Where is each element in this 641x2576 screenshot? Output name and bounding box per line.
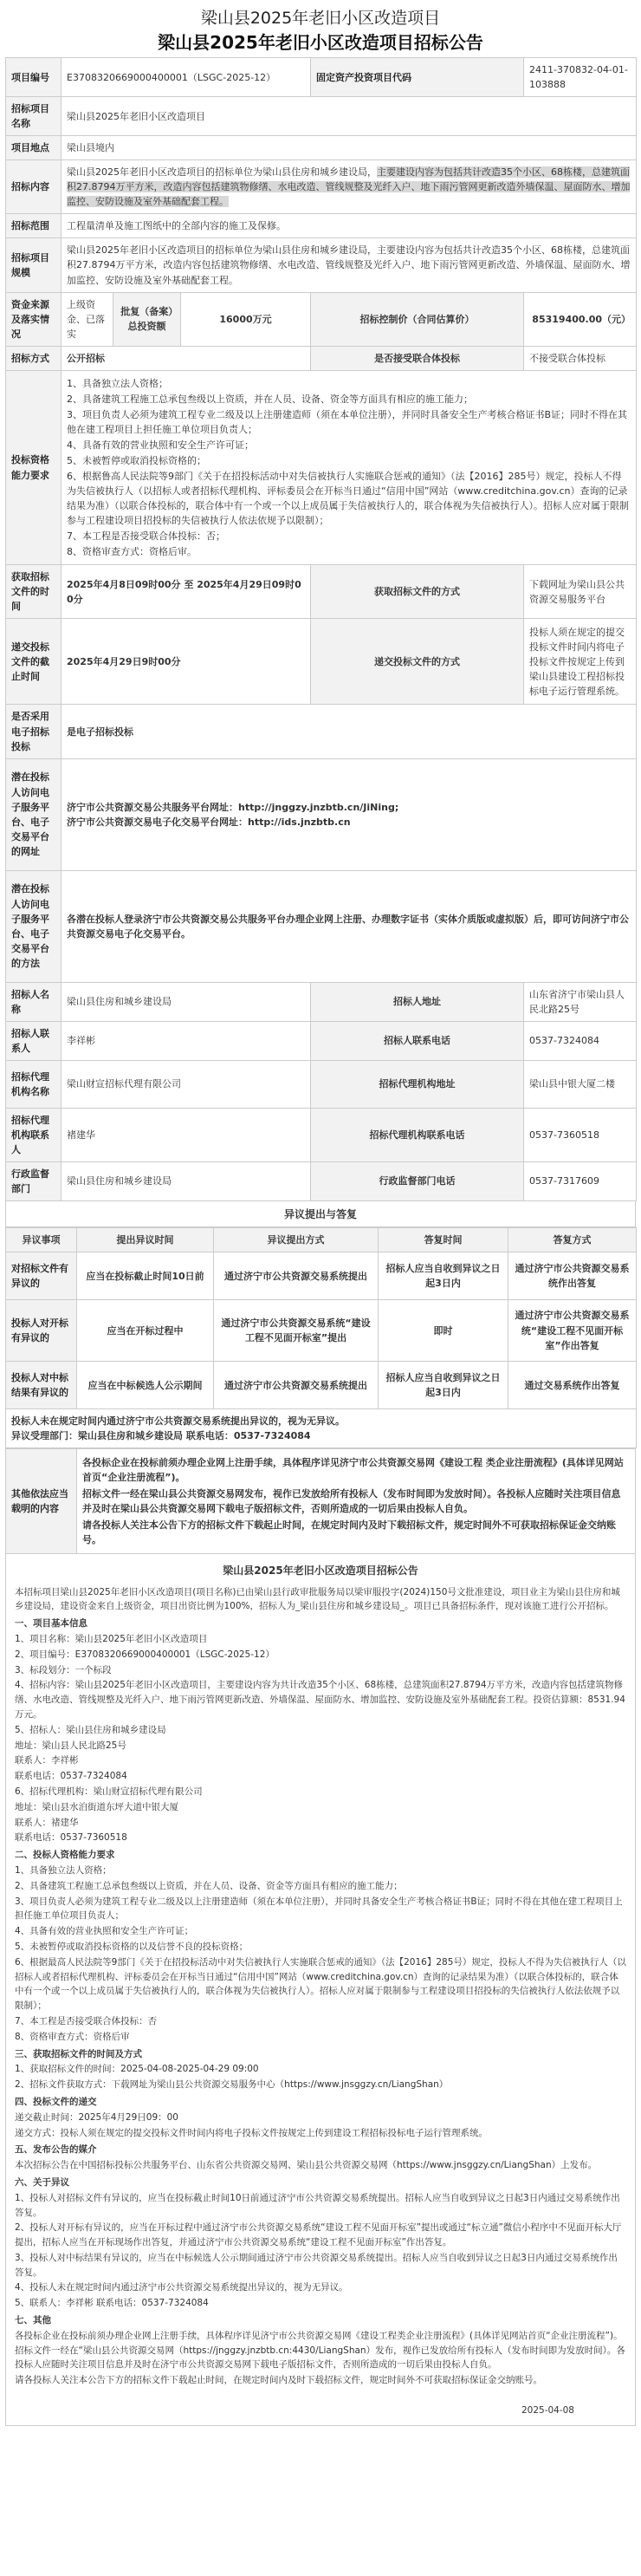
supervisor-phone-label: 行政监督部门电话 bbox=[311, 1161, 524, 1200]
content-highlight: 主要建设内容为包括共计改造35个小区、68栋楼，总建筑面积27.8794万平方米，改造内容包括建筑物修缮、水电改造、管线规整及光纤入户、地下雨污管网更新改造外墙保温、屋面防水、增加监控、安防设施及室外基础配套工程。 bbox=[67, 166, 631, 208]
agency-label: 招标代理机构名称 bbox=[6, 1060, 62, 1108]
location: 梁山县境内 bbox=[62, 136, 637, 160]
notice-line: 8、资格审查方式：资格后审 bbox=[15, 2031, 130, 2042]
objection-row bbox=[6, 1252, 637, 1300]
notice-line: 1、投标人对招标文件有异议的，应当在投标截止时间10日前通过济宁市公共资源交易系统提出。招标人应当自收到异议之日起3日内通过交易系统作出答复。 bbox=[15, 2192, 620, 2218]
agency-phone-label: 招标代理机构联系电话 bbox=[311, 1108, 524, 1161]
row-tenderer bbox=[6, 982, 637, 1021]
agency-contact: 褚建华 bbox=[62, 1108, 311, 1161]
scope: 工程量清单及施工图纸中的全部内容的施工及保修。 bbox=[62, 214, 637, 238]
notice-line: 2、投标人对开标有异议的，应当在开标过程中通过济宁市公共资源交易系统“建设工程不见面开标室”提出或通过“标立通”微信小程序中不见面开标大厅提出，招标人应当在开标现场作出答复，并通过济宁市公共资源交易系统“建设工程不见面开标室”作出答复。 bbox=[15, 2222, 622, 2248]
location-label: 项目地点 bbox=[6, 136, 62, 160]
qualification-item: 1、具备独立法人资格； bbox=[67, 377, 168, 389]
notice-line: 联系人：李祥彬 bbox=[15, 1755, 79, 1766]
notice-line: 1、具备独立法人资格； bbox=[15, 1864, 112, 1876]
objection-reply: 招标人应当自收到异议之日起3日内 bbox=[379, 1252, 508, 1300]
notice-line: 3、标段划分：一个标段 bbox=[15, 1664, 112, 1675]
other-p1: 各投标企业在投标前须办理企业网上注册手续，具体程序详见济宁市公共资源交易网《建设工程 类企业注册流程》(具体详见网站首页“企业注册流程”)。 bbox=[82, 1457, 624, 1484]
project-no-label: 项目编号 bbox=[6, 58, 62, 97]
getdoc-time: 2025年4月8日09时00分 至 2025年4月29日09时00分 bbox=[62, 565, 311, 619]
approval-amount: 16000万元 bbox=[181, 292, 311, 346]
row-platform bbox=[6, 758, 637, 870]
notice-line: 2、招标文件获取方式：下载网址为梁山县公共资源交易服务中心（https://www.jnsggzy.cn/LiangShan） bbox=[15, 2079, 449, 2091]
control-price: 85319400.00（元） bbox=[524, 292, 637, 346]
notice-section-heading: 二、投标人资格能力要求 bbox=[15, 1850, 115, 1861]
qualification-item: 6、根据鲁高人民法院等9部门《关于在招投标活动中对失信被执行人实施联合惩戒的通知》（法【2016】285号）规定，投标人不得为失信被执行人（以招标人或者招标代理机构、评标委员会在开标当日通过“信用中国”网站（www.creditchina.gov.cn）查询的记录结果为准）（以联合体投标的，联合体中有一个或一个以上成员属于失信被执行人的，联合体视为失信被执行人）。招标人应对属于限制参与工程建设项目招投标的失信被执行人依法依规予以限制）； bbox=[67, 471, 629, 527]
qualification-item: 5、未被暂停或取消投标资格的； bbox=[67, 454, 206, 466]
row-fund bbox=[6, 292, 637, 346]
objection-header-row bbox=[6, 1228, 637, 1252]
objection-header: 异议事项 bbox=[6, 1228, 77, 1252]
row-method bbox=[6, 346, 637, 370]
row-access-method bbox=[6, 870, 637, 982]
objection-item: 投标人对开标有异议的 bbox=[6, 1300, 77, 1362]
scale: 梁山县2025年老旧小区改造项目的招标单位为梁山县住房和城乡建设局，主要建设内容为包括共计改造35个小区、68栋楼，总建筑面积27.8794万平方米，改造内容包括建筑物修缮、水电改造、管线规整及光纤入户、地下雨污管网更新改造、外墙保温、屋面防水、增加监控、安防设施及室外基础配套工程。 bbox=[62, 238, 637, 292]
notice-line: 递交方式：投标人须在规定的提交投标文件时间内将电子投标文件按规定上传到建设工程招标投标电子运行管理系统。 bbox=[15, 2127, 488, 2138]
objection-time: 应当在开标过程中 bbox=[77, 1300, 214, 1362]
fixed-asset-code: 2411-370832-04-01-103888 bbox=[524, 58, 637, 97]
objection-header: 答复方式 bbox=[508, 1228, 637, 1252]
notice-date: 2025-04-08 bbox=[521, 2405, 574, 2417]
notice-section-1 bbox=[15, 1632, 626, 1845]
row-supervisor bbox=[6, 1161, 637, 1200]
other-p3: 请各投标人关注本公告下方的招标文件下载起止时间，在规定时间内及时下载招标文件，规定时间外不可获取招标保证金交纳账号。 bbox=[82, 1519, 616, 1546]
objection-way: 通过济宁市公共资源交易系统“建设工程不见面开标室”提出 bbox=[214, 1300, 379, 1362]
objection-note-row bbox=[6, 1409, 637, 1448]
agency: 梁山财宣招标代理有限公司 bbox=[62, 1060, 311, 1108]
qualification-item: 8、资格审查方式：资格后审。 bbox=[67, 546, 197, 558]
notice-line: 6、根据最高人民法院等9部门《关于在招投标活动中对失信被执行人实施联合惩戒的通知》（法【2016】285号）规定，投标人不得为失信被执行人（以招标人或者招标代理机构、评标委员会在开标当日通过“信用中国”网站（www.creditchina.gov.cn）查询的记录结果为准）（以联合体投标的，联合体中有一个或一个以上成员属于失信被执行人的，联合体视为失信被执行人）。招标人应对属于限制参与工程建设项目招投标的失信被执行人依法依规予以限制）； bbox=[15, 1956, 626, 2012]
notice-line: 1、项目名称：梁山县2025年老旧小区改造项目 bbox=[15, 1634, 208, 1645]
notice-section-heading: 五、发布公告的媒介 bbox=[15, 2144, 97, 2156]
other-table bbox=[5, 1448, 636, 1554]
platform-label: 潜在投标人访问电子服务平台、电子交易平台的网址 bbox=[6, 758, 62, 870]
tenderer: 梁山县住房和城乡建设局 bbox=[62, 982, 311, 1021]
notice-line: 7、本工程是否接受联合体投标：否 bbox=[15, 2015, 158, 2026]
objection-item: 对招标文件有异议的 bbox=[6, 1252, 77, 1300]
objection-time: 应当在中标候选人公示期间 bbox=[77, 1362, 214, 1409]
access-method-label: 潜在投标人访问电子服务平台、电子交易平台的方法 bbox=[6, 870, 62, 982]
objection-reply-way: 通过交易系统作出答复 bbox=[508, 1362, 637, 1409]
scale-label: 招标项目规模 bbox=[6, 238, 62, 292]
row-agency-contact bbox=[6, 1108, 637, 1161]
access-method: 各潜在投标人登录济宁市公共资源交易公共服务平台办理企业网上注册、办理数字证书（实体介质版或虚拟版）后，即可访问济宁市公共资源交易电子化交易平台。 bbox=[62, 870, 637, 982]
project-no: E3708320669000400001（LSGC-2025-12） bbox=[62, 58, 311, 97]
getdoc-method: 下载网址为梁山县公共资源交易服务平台 bbox=[524, 565, 637, 619]
platform-url-public[interactable]: 济宁市公共资源交易公共服务平台网址：http://jnggzy.jnzbtb.cn/JiNing; bbox=[67, 801, 399, 813]
platform-urls bbox=[62, 758, 637, 870]
objection-item: 投标人对中标结果有异议的 bbox=[6, 1362, 77, 1409]
page-subtitle: 梁山县2025年老旧小区改造项目 bbox=[200, 9, 441, 28]
row-project-no bbox=[6, 58, 637, 97]
submit-method-label: 递交投标文件的方式 bbox=[311, 619, 524, 705]
notice-section-5 bbox=[15, 2158, 626, 2173]
notice-line: 联系人：褚建华 bbox=[15, 1817, 79, 1828]
getdoc-label: 获取招标文件的时间 bbox=[6, 565, 62, 619]
agency-addr-label: 招标代理机构地址 bbox=[311, 1060, 524, 1108]
page-title: 梁山县2025年老旧小区改造项目招标公告 bbox=[158, 32, 483, 53]
project-name-label: 招标项目名称 bbox=[6, 97, 62, 136]
objection-note: 投标人未在规定时间内通过济宁市公共资源交易系统提出异议的，视为无异议。 bbox=[11, 1415, 345, 1428]
row-scale bbox=[6, 238, 637, 292]
objection-reply: 即时 bbox=[379, 1300, 508, 1362]
notice-line: 各投标企业在投标前须办理企业网上注册手续，具体程序详见济宁市公共资源交易网《建设工程类企业注册流程》(具体详见网站首页“企业注册流程”)。招标文件一经在“梁山县公共资源交易网（https://jnggzy.jnzbtb.cn:4430/LiangShan）发布，视作已发放给所有投标人（发布时间即为发放时间）。各投标人应随时关注项目信息并及时在济宁市公共资源交易网下载电子版招标文件，否则所造成的一切后果由投标人自负。 bbox=[15, 2330, 625, 2371]
notice-intro: 本招标项目梁山县2025年老旧小区改造项目(项目名称)已由梁山县行政审批服务局以梁审服投字(2024)150号文批准建设，项目业主为梁山县住房和城乡建设局，建设资金来自上级资金，项目出资比例为100%，招标人为_梁山县住房和城乡建设局_。项目已具备招标条件，现对该施工进行公开招标。 bbox=[15, 1586, 620, 1612]
deadline: 2025年4月29日9时00分 bbox=[62, 619, 311, 705]
objection-header: 异议提出方式 bbox=[214, 1228, 379, 1252]
objection-title: 异议提出与答复 bbox=[5, 1201, 636, 1227]
notice-section-heading: 三、获取招标文件的时间及方式 bbox=[15, 2048, 142, 2059]
notice-section-heading: 四、投标文件的递交 bbox=[15, 2096, 97, 2107]
fund-label: 资金来源及落实情况 bbox=[6, 292, 62, 346]
objection-header: 提出异议时间 bbox=[77, 1228, 214, 1252]
tenderer-phone: 0537-7324084 bbox=[524, 1021, 637, 1060]
deadline-label: 递交投标文件的截止时间 bbox=[6, 619, 62, 705]
objection-reply-way: 通过济宁市公共资源交易系统“建设工程不见面开标室”作出答复 bbox=[508, 1300, 637, 1362]
objection-way: 通过济宁市公共资源交易系统提出 bbox=[214, 1252, 379, 1300]
qual-label: 投标资格能力要求 bbox=[6, 370, 62, 565]
objection-time: 应当在投标截止时间10日前 bbox=[77, 1252, 214, 1300]
supervisor-label: 行政监督部门 bbox=[6, 1161, 62, 1200]
qualification-item: 4、具备有效的营业执照和安全生产许可证； bbox=[67, 439, 254, 451]
notice-line: 请各投标人关注本公告下方的招标文件下载起止时间，在规定时间内及时下载招标文件，规定时间外不可获取招标保证金交纳账号。 bbox=[15, 2375, 542, 2386]
notice-line: 6、招标代理机构：梁山财宣招标代理有限公司 bbox=[15, 1786, 203, 1797]
notice-line: 4、招标内容：梁山县2025年老旧小区改造项目，主要建设内容为共计改造35个小区、68栋楼，总建筑面积27.8794万平方米，改造内容包括建筑物修缮、水电改造、管线规整及光纤入户、地下雨污管网更新改造、外墙保温、屋面防水、增加监控、安防设施及室外基础配套工程。投资估算额：8531.94 万元。 bbox=[15, 1680, 625, 1720]
notice-line: 4、具备有效的营业执照和安全生产许可证； bbox=[15, 1926, 194, 1937]
scope-label: 招标范围 bbox=[6, 214, 62, 238]
fund-source: 上级资金、已落实 bbox=[62, 292, 113, 346]
row-tenderer-contact bbox=[6, 1021, 637, 1060]
objection-table bbox=[5, 1227, 637, 1448]
objection-contact: 异议受理部门：梁山县住房和城乡建设局 联系电话：0537-7324084 bbox=[11, 1430, 311, 1442]
row-e-bid bbox=[6, 705, 637, 758]
qual-list bbox=[62, 370, 637, 565]
notice-line: 地址：梁山县人民北路25号 bbox=[15, 1740, 126, 1751]
notice-line: 3、投标人对中标结果有异议的，应当在中标候选人公示期间通过济宁市公共资源交易系统提出。招标人应当自收到异议之日起3日内通过交易系统作出答复。 bbox=[15, 2252, 618, 2278]
objection-reply: 招标人应当自收到异议之日起3日内 bbox=[379, 1362, 508, 1409]
e-bid-label: 是否采用电子招标投标 bbox=[6, 705, 62, 758]
row-deadline bbox=[6, 619, 637, 705]
approval-label: 批复（备案）总投资额 bbox=[113, 292, 181, 346]
row-location bbox=[6, 136, 637, 160]
notice-line: 2、具备建筑工程施工总承包叁级以上资质，并在人员、设备、资金等方面具有相应的施工能力； bbox=[15, 1880, 403, 1891]
other-content bbox=[77, 1449, 636, 1554]
agency-addr: 梁山县中银大厦二楼 bbox=[524, 1060, 637, 1108]
notice-line: 联系电话：0537-7324084 bbox=[15, 1771, 127, 1782]
notice-section-4 bbox=[15, 2111, 626, 2141]
row-project-name bbox=[6, 97, 637, 136]
notice-title: 梁山县2025年老旧小区改造项目招标公告 bbox=[223, 1564, 418, 1577]
consortium-label: 是否接受联合体投标 bbox=[311, 346, 524, 370]
consortium: 不接受联合体投标 bbox=[524, 346, 637, 370]
fixed-asset-label: 固定资产投资项目代码 bbox=[311, 58, 524, 97]
notice-section-6 bbox=[15, 2191, 626, 2311]
tenderer-phone-label: 招标人联系电话 bbox=[311, 1021, 524, 1060]
notice-section-7 bbox=[15, 2329, 626, 2388]
platform-url-trade[interactable]: 济宁市公共资源交易电子化交易平台网址：http://ids.jnzbtb.cn bbox=[67, 816, 351, 828]
row-getdoc bbox=[6, 565, 637, 619]
supervisor-phone: 0537-7317609 bbox=[524, 1161, 637, 1200]
tenderer-addr-label: 招标人地址 bbox=[311, 982, 524, 1021]
submit-method: 投标人须在规定的提交投标文件时间内将电子投标文件按规定上传到梁山县建设工程招标投标电子运行管理系统。 bbox=[524, 619, 637, 705]
objection-row bbox=[6, 1362, 637, 1409]
objection-row bbox=[6, 1300, 637, 1362]
tenderer-label: 招标人名称 bbox=[6, 982, 62, 1021]
notice-section-2 bbox=[15, 1864, 626, 2045]
tenderer-addr: 山东省济宁市梁山县人民北路25号 bbox=[524, 982, 637, 1021]
notice-line: 2、项目编号：E3708320669000400001（LSGC-2025-12） bbox=[15, 1649, 275, 1660]
tenderer-contact-label: 招标人联系人 bbox=[6, 1021, 62, 1060]
objection-notes bbox=[6, 1409, 637, 1448]
control-label: 招标控制价（合同估算价） bbox=[311, 292, 524, 346]
row-content bbox=[6, 160, 637, 214]
notice-line: 5、联系人：李祥彬 联系电话：0537-7324084 bbox=[15, 2298, 209, 2309]
agency-contact-label: 招标代理机构联系人 bbox=[6, 1108, 62, 1161]
notice-line: 本次招标公告在中国招标投标公共服务平台、山东省公共资源交易网、梁山县公共资源交易网（https://www.jnsggzy.cn/LiangShan）上发布。 bbox=[15, 2160, 598, 2171]
notice-line: 地址：梁山县水泊街道东坪大道中银大厦 bbox=[15, 1801, 178, 1812]
objection-way: 通过济宁市公共资源交易系统提出 bbox=[214, 1362, 379, 1409]
row-agency bbox=[6, 1060, 637, 1108]
method-label: 招标方式 bbox=[6, 346, 62, 370]
info-table bbox=[5, 57, 637, 1201]
notice-line: 1、获取招标文件的时间：2025-04-08-2025-04-29 09:00 bbox=[15, 2064, 259, 2075]
row-scope bbox=[6, 214, 637, 238]
objection-header: 答复时间 bbox=[379, 1228, 508, 1252]
qualification-item: 2、具备建筑工程施工总承包叁级以上资质，并在人员、设备、资金等方面具有相应的施工能力； bbox=[67, 393, 473, 405]
notice-line: 4、投标人未在规定时间内通过济宁市公共资源交易系统提出异议的，视为无异议。 bbox=[15, 2282, 348, 2293]
notice-line: 递交截止时间：2025年4月29日09：00 bbox=[15, 2111, 178, 2123]
qualification-item: 7、本工程是否接受联合体投标：否； bbox=[67, 530, 225, 543]
notice-line: 3、项目负责人必须为建筑工程专业二级及以上注册建造师（须在本单位注册），并同时具备安全生产考核合格证书B证；同时不得在其他在建工程项目上担任施工单位项目负责人； bbox=[15, 1896, 623, 1922]
other-p2: 招标文件一经在梁山县公共资源交易网发布，视作已发放给所有投标人（发布时间即为发放时间）。各投标人应随时关注项目信息并及时在梁山县公共资源交易网下载电子版招标文件，否则所造成的一切后果由投标人自负。 bbox=[82, 1488, 621, 1515]
getdoc-method-label: 获取招标文件的方式 bbox=[311, 565, 524, 619]
supervisor: 梁山县住房和城乡建设局 bbox=[62, 1161, 311, 1200]
notice-line: 联系电话：0537-7360518 bbox=[15, 1832, 127, 1844]
project-name: 梁山县2025年老旧小区改造项目 bbox=[62, 97, 637, 136]
qualification-item: 3、项目负责人必须为建筑工程专业二级及以上注册建造师（须在本单位注册），并同时具备安全生产考核合格证书B证；同时不得在其他在建工程项目上担任施工单位项目负责人； bbox=[67, 408, 628, 435]
row-qualification bbox=[6, 370, 637, 565]
tenderer-contact: 李祥彬 bbox=[62, 1021, 311, 1060]
objection-reply-way: 通过济宁市公共资源交易系统作出答复 bbox=[508, 1252, 637, 1300]
notice-section-heading: 六、关于异议 bbox=[15, 2176, 69, 2188]
notice-body bbox=[5, 1554, 636, 2425]
notice-section-heading: 七、其他 bbox=[15, 2315, 51, 2326]
content-text: 梁山县2025年老旧小区改造项目的招标单位为梁山县住房和城乡建设局， bbox=[67, 166, 377, 179]
notice-line: 5、招标人：梁山县住房和城乡建设局 bbox=[15, 1724, 166, 1735]
content-label: 招标内容 bbox=[6, 160, 62, 214]
notice-line: 5、未被暂停或取消投标资格的以及信誉不良的投标资格； bbox=[15, 1941, 249, 1952]
notice-section-heading: 一、项目基本信息 bbox=[15, 1618, 87, 1630]
row-other bbox=[6, 1449, 636, 1554]
agency-phone: 0537-7360518 bbox=[524, 1108, 637, 1161]
e-bid: 是电子招标投标 bbox=[62, 705, 637, 758]
method: 公开招标 bbox=[62, 346, 311, 370]
notice-section-3 bbox=[15, 2062, 626, 2092]
content bbox=[62, 160, 637, 214]
other-label: 其他依法应当载明的内容 bbox=[6, 1449, 77, 1554]
